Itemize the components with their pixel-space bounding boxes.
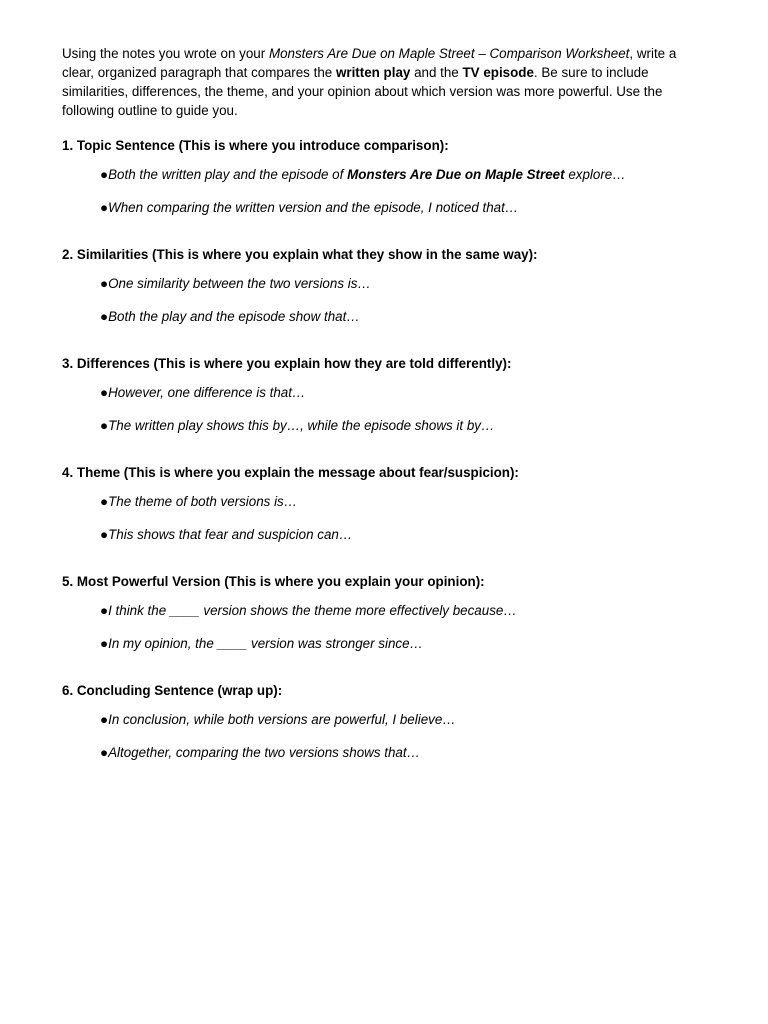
sentence-starter-list	[62, 166, 702, 217]
sentence-starter-list	[62, 711, 702, 762]
starter-text: This shows that fear and suspicion can…	[108, 527, 353, 542]
outline-section-2	[62, 246, 702, 326]
sentence-starter	[62, 417, 702, 435]
bullet-icon: ●	[100, 200, 109, 215]
bullet-icon: ●	[100, 167, 109, 182]
outline-section-1	[62, 137, 702, 217]
intro-text-3: and the	[410, 65, 463, 80]
starter-text: The written play shows this by…, while the episode shows it by…	[108, 418, 495, 433]
sentence-starter-list	[62, 493, 702, 544]
intro-text-1: Using the notes you wrote on your	[62, 46, 269, 61]
sentence-starter-list	[62, 384, 702, 435]
sentence-starter	[62, 308, 702, 326]
worksheet-page	[62, 44, 702, 762]
bullet-icon: ●	[100, 309, 109, 324]
starter-text: In my opinion, the ____ version was stronger since…	[108, 636, 423, 651]
bullet-icon: ●	[100, 494, 109, 509]
section-heading: 1. Topic Sentence (This is where you introduce comparison):	[62, 138, 449, 153]
section-heading: 2. Similarities (This is where you explain what they show in the same way):	[62, 247, 538, 262]
sentence-starter	[62, 199, 702, 217]
starter-text: Both the written play and the episode of	[108, 167, 348, 182]
section-heading: 6. Concluding Sentence (wrap up):	[62, 683, 283, 698]
bullet-icon: ●	[100, 527, 109, 542]
bullet-icon: ●	[100, 745, 109, 760]
tv-episode-term: TV episode	[462, 65, 534, 80]
sentence-starter	[62, 166, 702, 184]
starter-text: Both the play and the episode show that…	[108, 309, 360, 324]
sentence-starter	[62, 384, 702, 402]
starter-text: I think the ____ version shows the theme more effectively because…	[108, 603, 517, 618]
bullet-icon: ●	[100, 276, 109, 291]
section-heading: 5. Most Powerful Version (This is where you explain your opinion):	[62, 574, 485, 589]
worksheet-title: Monsters Are Due on Maple Street – Comparison Worksheet	[268, 46, 630, 61]
bullet-icon: ●	[100, 418, 109, 433]
starter-text: However, one difference is that…	[108, 385, 306, 400]
starter-text: When comparing the written version and the episode, I noticed that…	[108, 200, 519, 215]
bullet-icon: ●	[100, 603, 109, 618]
sentence-starter	[62, 635, 702, 653]
starter-text: In conclusion, while both versions are powerful, I believe…	[108, 712, 456, 727]
story-title: Monsters Are Due on Maple Street	[347, 167, 565, 182]
sentence-starter-list	[62, 275, 702, 326]
bullet-icon: ●	[100, 712, 109, 727]
starter-text: The theme of both versions is…	[108, 494, 298, 509]
outline-section-3	[62, 355, 702, 435]
sentence-starter-list	[62, 602, 702, 653]
outline-section-4	[62, 464, 702, 544]
sentence-starter	[62, 526, 702, 544]
sentence-starter	[62, 711, 702, 729]
intro-text-4: . Be sure to include similarities, differences, the theme, and your opinion about which version was more powerful. Use the following outline to guide you.	[62, 65, 663, 118]
sentence-starter	[62, 275, 702, 293]
outline-section-5	[62, 573, 702, 653]
starter-text: Altogether, comparing the two versions shows that…	[108, 745, 420, 760]
outline-section-6	[62, 682, 702, 762]
sentence-starter	[62, 744, 702, 762]
bullet-icon: ●	[100, 385, 109, 400]
outline-sections	[62, 137, 702, 762]
starter-text-end: explore…	[564, 167, 626, 182]
written-play-term: written play	[335, 65, 411, 80]
section-heading: 3. Differences (This is where you explain how they are told differently):	[62, 356, 512, 371]
starter-text: One similarity between the two versions is…	[108, 276, 371, 291]
bullet-icon: ●	[100, 636, 109, 651]
sentence-starter	[62, 602, 702, 620]
intro-text-2: , write a clear, organized paragraph that compares the	[62, 46, 677, 80]
section-heading: 4. Theme (This is where you explain the message about fear/suspicion):	[62, 465, 519, 480]
sentence-starter	[62, 493, 702, 511]
intro-paragraph	[62, 44, 702, 120]
